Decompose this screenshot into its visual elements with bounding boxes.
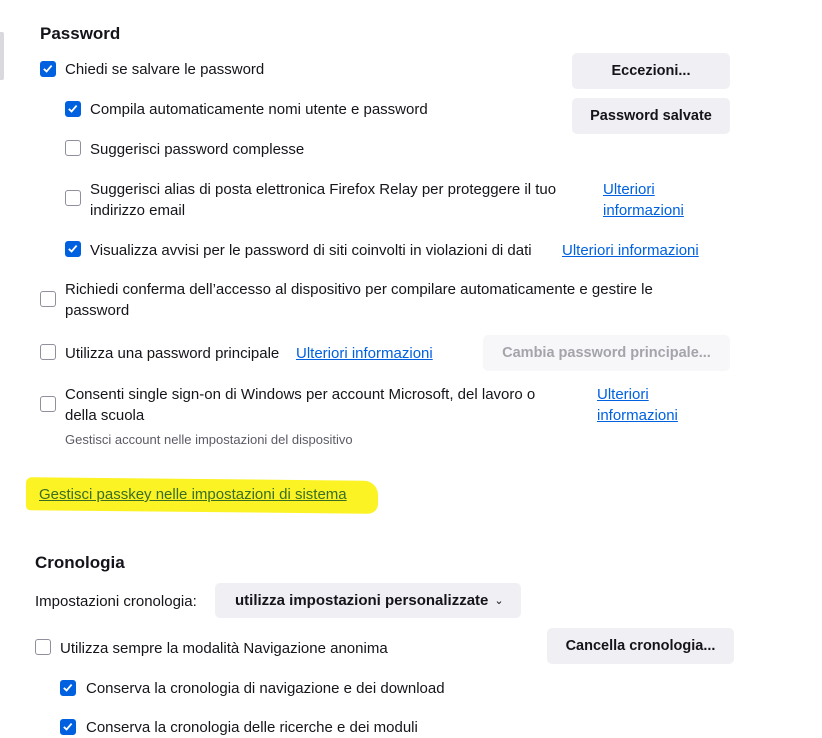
suggest-strong-label: Suggerisci password complesse (90, 141, 305, 158)
change-primary-password-button[interactable]: Cambia password principale... (483, 335, 730, 371)
history-heading: Cronologia (35, 553, 125, 572)
keep-browsing-history-label: Conserva la cronologia di navigazione e dei download (86, 680, 445, 697)
device-auth-label: Richiedi conferma dell’accesso al dispositivo per compilare automaticamente e gestire le password (65, 281, 653, 319)
check-icon (67, 103, 78, 114)
history-settings-value: utilizza impostazioni personalizzate (235, 592, 489, 609)
sso-learn-more-link[interactable]: Ulteriori informazioni (597, 386, 678, 424)
private-mode-label: Utilizza sempre la modalità Navigazione anonima (60, 640, 388, 657)
primary-password-label: Utilizza una password principale (65, 345, 280, 362)
breach-alerts-checkbox[interactable] (65, 241, 81, 257)
check-icon (62, 682, 73, 693)
left-panel-edge (0, 32, 4, 80)
primary-password-learn-more-link[interactable]: Ulteriori informazioni (296, 345, 433, 362)
ask-save-checkbox[interactable] (40, 61, 56, 77)
sso-subtext: Gestisci account nelle impostazioni del dispositivo (65, 432, 353, 447)
sso-label: Consenti single sign-on di Windows per account Microsoft, del lavoro o della scuola (65, 386, 536, 424)
autofill-label: Compila automaticamente nomi utente e password (90, 101, 428, 118)
clear-history-button[interactable]: Cancella cronologia... (547, 628, 734, 664)
relay-checkbox[interactable] (65, 190, 81, 206)
breach-alerts-label: Visualizza avvisi per le password di siti coinvolti in violazioni di dati (90, 242, 532, 259)
ask-save-label: Chiedi se salvare le password (65, 61, 265, 78)
keep-form-history-label: Conserva la cronologia delle ricerche e dei moduli (86, 719, 418, 736)
password-heading: Password (40, 24, 121, 43)
history-settings-label: Impostazioni cronologia: (35, 593, 197, 610)
breach-learn-more-link[interactable]: Ulteriori informazioni (562, 242, 699, 259)
primary-password-checkbox[interactable] (40, 344, 56, 360)
relay-learn-more-link[interactable]: Ulteriori informazioni (603, 181, 684, 219)
check-icon (67, 243, 78, 254)
saved-passwords-button[interactable]: Password salvate (572, 98, 730, 134)
private-mode-checkbox[interactable] (35, 639, 51, 655)
keep-form-history-checkbox[interactable] (60, 719, 76, 735)
check-icon (42, 63, 53, 74)
exceptions-button[interactable]: Eccezioni... (572, 53, 730, 89)
check-icon (62, 721, 73, 732)
relay-label: Suggerisci alias di posta elettronica Firefox Relay per proteggere il tuo indirizzo email (90, 181, 557, 219)
chevron-down-icon: ⌄ (494, 595, 504, 607)
device-auth-checkbox[interactable] (40, 291, 56, 307)
keep-browsing-history-checkbox[interactable] (60, 680, 76, 696)
manage-passkeys-link[interactable]: Gestisci passkey nelle impostazioni di sistema (39, 486, 347, 503)
history-settings-select[interactable] (215, 583, 521, 618)
sso-checkbox[interactable] (40, 396, 56, 412)
autofill-checkbox[interactable] (65, 101, 81, 117)
suggest-strong-checkbox[interactable] (65, 140, 81, 156)
